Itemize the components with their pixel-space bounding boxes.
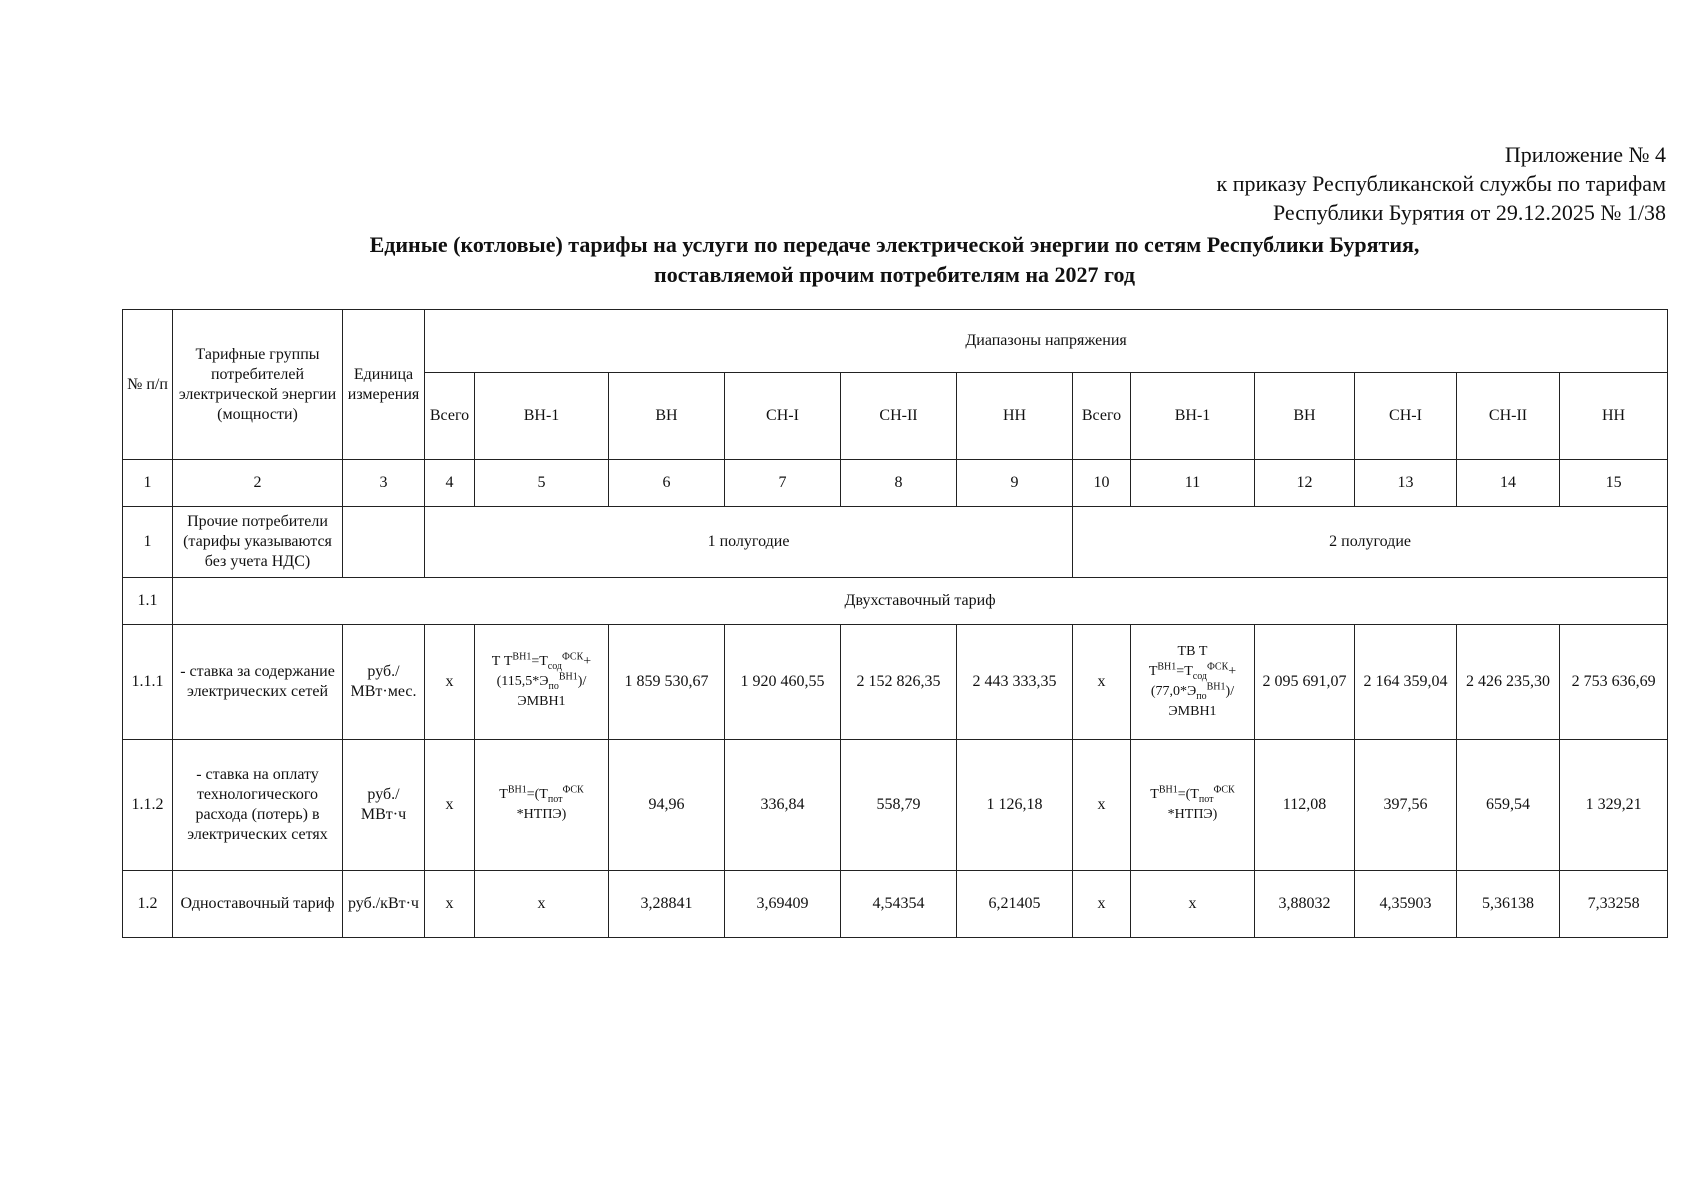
row-111-h2-vn: 2 095 691,07 xyxy=(1255,625,1355,740)
row-111-h1-vn: 1 859 530,67 xyxy=(609,625,725,740)
h2-sn1-header: СН-I xyxy=(1355,373,1457,460)
col-index: 4 xyxy=(425,460,475,507)
col-index: 14 xyxy=(1457,460,1560,507)
half-year-2-label: 2 полугодие xyxy=(1073,507,1668,578)
row-111-num: 1.1.1 xyxy=(123,625,173,740)
h1-total-header: Всего xyxy=(425,373,475,460)
row-12-h2-vn: 3,88032 xyxy=(1255,871,1355,938)
row-111-h1-sn1: 1 920 460,55 xyxy=(725,625,841,740)
row-12-h2-sn2: 5,36138 xyxy=(1457,871,1560,938)
row-12-h1-sn1: 3,69409 xyxy=(725,871,841,938)
h2-total-header: Всего xyxy=(1073,373,1131,460)
section-1-1-row xyxy=(123,578,1668,625)
section-1-num: 1 xyxy=(123,507,173,578)
col-header-ranges: Диапазоны напряжения xyxy=(425,310,1668,373)
appendix-line-2: к приказу Республиканской службы по тарифам xyxy=(1216,171,1666,196)
row-112-h2-sn1: 397,56 xyxy=(1355,740,1457,871)
row-112-unit: руб./МВт·ч xyxy=(343,740,425,871)
row-12-label: Одноставочный тариф xyxy=(173,871,343,938)
col-index: 13 xyxy=(1355,460,1457,507)
col-index: 3 xyxy=(343,460,425,507)
row-112-h1-sn2: 558,79 xyxy=(841,740,957,871)
row-12-h1-nn: 6,21405 xyxy=(957,871,1073,938)
row-112-h2-nn: 1 329,21 xyxy=(1560,740,1668,871)
h2-sn2-header: СН-II xyxy=(1457,373,1560,460)
row-111-h1-vn1-formula: Т $Т^{ВН1}=Т_{сод}^{ФСК}+$ $(115,5*Э_{по}^{ВН1})/$ ЭМВН1 xyxy=(475,625,609,740)
title-line-2: поставляемой прочим потребителям на 2027 год xyxy=(654,262,1135,287)
col-index: 7 xyxy=(725,460,841,507)
h1-sn1-header: СН-I xyxy=(725,373,841,460)
row-111-h2-total: х xyxy=(1073,625,1131,740)
row-112-h1-vn: 94,96 xyxy=(609,740,725,871)
row-112-h2-total: х xyxy=(1073,740,1131,871)
row-112-h1-nn: 1 126,18 xyxy=(957,740,1073,871)
row-112-h2-vn: 112,08 xyxy=(1255,740,1355,871)
row-12-h1-total: х xyxy=(425,871,475,938)
row-12-h2-nn: 7,33258 xyxy=(1560,871,1668,938)
row-12-h1-vn1: х xyxy=(475,871,609,938)
section-1-row xyxy=(123,507,1668,578)
section-1-label: Прочие потребители (тарифы указываются без учета НДС) xyxy=(173,507,343,578)
row-12-h2-sn1: 4,35903 xyxy=(1355,871,1457,938)
row-111-h1-total: х xyxy=(425,625,475,740)
row-12-h1-sn2: 4,54354 xyxy=(841,871,957,938)
col-header-unit: Единица измерения xyxy=(343,310,425,460)
row-111-h2-sn2: 2 426 235,30 xyxy=(1457,625,1560,740)
h2-vn1-header: ВН-1 xyxy=(1131,373,1255,460)
row-111-h1-sn2: 2 152 826,35 xyxy=(841,625,957,740)
col-header-num: № п/п xyxy=(123,310,173,460)
row-112-h1-vn1-formula: $Т^{ВН1}=(Т_{пот}^{ФСК}$ *НТПЭ) xyxy=(475,740,609,871)
h1-nn-header: НН xyxy=(957,373,1073,460)
row-112-h2-sn2: 659,54 xyxy=(1457,740,1560,871)
appendix-line-1: Приложение № 4 xyxy=(1504,142,1666,167)
col-header-group: Тарифные группы потребителей электрической энергии (мощности) xyxy=(173,310,343,460)
col-index: 5 xyxy=(475,460,609,507)
h1-vn-header: ВН xyxy=(609,373,725,460)
section-1-unit xyxy=(343,507,425,578)
row-12-h2-vn1: х xyxy=(1131,871,1255,938)
row-12-h1-vn: 3,28841 xyxy=(609,871,725,938)
row-12-num: 1.2 xyxy=(123,871,173,938)
section-1-1-num: 1.1 xyxy=(123,578,173,625)
appendix-line-3: Республики Бурятия от 29.12.2025 № 1/38 xyxy=(1272,200,1666,225)
h1-vn1-header: ВН-1 xyxy=(475,373,609,460)
table-row xyxy=(123,625,1668,740)
row-12-unit: руб./кВт·ч xyxy=(343,871,425,938)
row-112-h1-sn1: 336,84 xyxy=(725,740,841,871)
row-112-num: 1.1.2 xyxy=(123,740,173,871)
row-111-label: - ставка за содержание электрических сетей xyxy=(173,625,343,740)
h2-nn-header: НН xyxy=(1560,373,1668,460)
section-1-1-label: Двухставочный тариф xyxy=(173,578,1668,625)
tariff-table xyxy=(122,309,1668,938)
col-index: 12 xyxy=(1255,460,1355,507)
row-111-h2-sn1: 2 164 359,04 xyxy=(1355,625,1457,740)
half-year-1-label: 1 полугодие xyxy=(425,507,1073,578)
row-12-h2-total: х xyxy=(1073,871,1131,938)
table-row xyxy=(123,740,1668,871)
title-line-1: Единые (котловые) тарифы на услуги по передаче электрической энергии по сетям Республики Бурятия, xyxy=(369,232,1420,257)
row-111-h2-vn1-formula: ТВ Т $Т^{ВН1}=Т_{сод}^{ФСК}+$ $(77,0*Э_{по}^{ВН1})/$ ЭМВН1 xyxy=(1131,625,1255,740)
row-111-h1-nn: 2 443 333,35 xyxy=(957,625,1073,740)
col-index: 9 xyxy=(957,460,1073,507)
col-index: 6 xyxy=(609,460,725,507)
row-111-unit: руб./МВт·мес. xyxy=(343,625,425,740)
row-111-h2-nn: 2 753 636,69 xyxy=(1560,625,1668,740)
col-index: 1 xyxy=(123,460,173,507)
row-112-label: - ставка на оплату технологического расхода (потерь) в электрических сетях xyxy=(173,740,343,871)
col-index: 2 xyxy=(173,460,343,507)
col-index: 11 xyxy=(1131,460,1255,507)
column-index-row xyxy=(123,460,1668,507)
table-row xyxy=(123,871,1668,938)
col-index: 10 xyxy=(1073,460,1131,507)
h1-sn2-header: СН-II xyxy=(841,373,957,460)
document-title xyxy=(122,230,1667,290)
h2-vn-header: ВН xyxy=(1255,373,1355,460)
row-112-h2-vn1-formula: $Т^{ВН1}=(Т_{пот}^{ФСК}$ *НТПЭ) xyxy=(1131,740,1255,871)
appendix-note xyxy=(1217,140,1666,227)
header-row-1 xyxy=(123,310,1668,373)
col-index: 15 xyxy=(1560,460,1668,507)
row-112-h1-total: х xyxy=(425,740,475,871)
col-index: 8 xyxy=(841,460,957,507)
